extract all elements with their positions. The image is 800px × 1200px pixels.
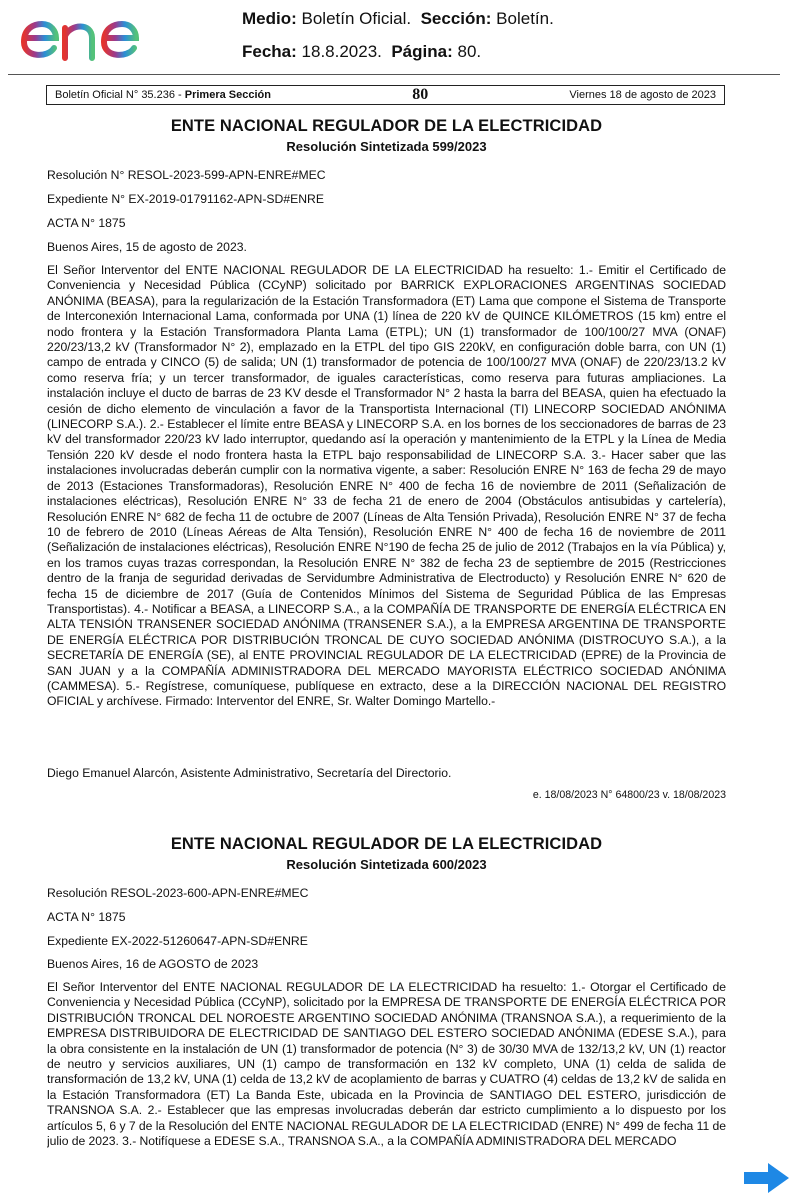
resolucion-599-date: Buenos Aires, 15 de agosto de 2023. — [47, 240, 247, 254]
pagina-label: Página: — [391, 42, 453, 61]
resolucion-599-signature: Diego Emanuel Alarcón, Asistente Administrativo, Secretaría del Directorio. — [47, 766, 452, 780]
boletin-page-number: 80 — [412, 86, 429, 103]
resolucion-599-subtitle: Resolución Sintetizada 599/2023 — [286, 139, 487, 154]
resolucion-599 — [47, 117, 726, 154]
boletin-number: Boletín Oficial N° 35.236 — [55, 89, 175, 101]
seccion-label: Sección: — [420, 9, 492, 28]
resolucion-600 — [47, 835, 726, 872]
enel-logo — [18, 4, 180, 66]
resolucion-600-date: Buenos Aires, 16 de AGOSTO de 2023 — [47, 957, 259, 971]
resolucion-600-body: El Señor Interventor del ENTE NACIONAL REGULADOR DE LA ELECTRICIDAD ha resuelto: 1.- Otorgar el Certificado de Conveniencia y Necesidad Pública (CCyNP), solicitado por la EMPRESA DE TRANSPORTE DE ENERGÍA ELÉCTRICA POR DISTRIBUCIÓN TRONCAL DEL NOROESTE ARGENTINO SOCIEDAD ANÓNIMA (TRANSNOA S.A.), a requerimiento de la EMPRESA DISTRIBUIDORA DE ELECTRICIDAD DE SANTIAGO DEL ESTERO SOCIEDAD ANÓNIMA (EDESE S.A.), para la obra consistente en la instalación de UN (1) transformador de potencia (N° 3) de 30/30 MVA de 132/13,2 kV, UN (1) reactor de neutro y servicios auxiliares, UN (1) campo de transformación en 132 kV completo, UNA (1) celda de salida de transformación de 13,2 kV, UNA (1) celda de 13,2 kV de acoplamiento de barras y CUATRO (4) celdas de 13,2 kV de salida en la Estación Transformadora (ET) La Banda Este, ubicada en la Provincia de SANTIAGO DEL ESTERO, jurisdicción de TRANSNOA S.A. 2.- Establecer que las empresas involucradas deberán dar estricto cumplimiento a lo dispuesto por los artículos 5, 6 y 7 de la Resolución del ENTE NACIONAL REGULADOR DE LA ELECTRICIDAD (ENRE) N° 499 de fecha 11 de julio de 2023. 3.- Notifíquese a EDESE S.A., TRANSNOA S.A., a la COMPAÑÍA ADMINISTRADORA DEL MERCADO — [47, 980, 726, 1149]
fecha-label: Fecha: — [242, 42, 297, 61]
resolucion-599-body: El Señor Interventor del ENTE NACIONAL REGULADOR DE LA ELECTRICIDAD ha resuelto: 1.- Emitir el Certificado de Conveniencia y Necesidad Pública (CCyNP) solicitado por BARRICK EXPLORACIONES ARGENTINAS SOCIEDAD ANÓNIMA (BEASA), para la regularización de la Estación Transformadora (ET) Lama que compone el Sistema de Transporte de Interconexión Internacional Lama, conformada por UNA (1) línea de 220 kV de QUINCE KILÓMETROS (15 km) entre el nodo frontera y la Estación Transformadora Planta Lama (ETPL); UN (1) transformador de 100/100/27 MVA (ONAF) 220/23/13,2 kV (Transformador N° 2), emplazado en la ETPL del tipo GIS 220kV, en configuración doble barra, con UN (1) campo de entrada y CINCO (5) de salida; UN (1) transformador de potencia de 100/100/27 MVA (ONAF) de 220/23/13.2 kV como reserva fría; y un tercer transformador, de iguales características, como reserva para futuras ampliaciones. La instalación incluye el ducto de barras de 23 KV desde el Transformador N° 2 hasta la barra del BEASA, quien ha efectuado la cesión de dicho elemento de vinculación a favor de la Transportista Internacional (TI) LINECORP SOCIEDAD ANÓNIMA (LINECORP S.A.). 2.- Establecer el límite entre BEASA y LINECORP S.A. en los bornes de los seccionadores de barras de 23 kV del transformador 220/23 kV lado interruptor, quedando así la operación y mantenimiento de la ETPL y la Línea de Media Tensión 220 kV desde el nodo frontera hasta la ETPL bajo responsabilidad de LINECORP S.A. 3.- Hacer saber que las instalaciones involucradas deberán cumplir con la normativa vigente, a saber: Resolución ENRE N° 163 de fecha 29 de mayo de 2013 (Estaciones Transformadoras), Resolución ENRE N° 400 de fecha 16 de noviembre de 2011 (Señalización de instalaciones eléctricas), Resolución ENRE N° 33 de fecha 21 de enero de 2004 (Obstáculos antisubidas y cartelería), Resolución ENRE N° 682 de fecha 11 de octubre de 2007 (Líneas de Alta Tensión Privada), Resolución ENRE N° 37 de fecha 10 de febrero de 2010 (Líneas Aéreas de Alta Tensión), Resolución ENRE N° 400 de fecha 16 de noviembre de 2011 (Señalización de instalaciones eléctricas), Resolución ENRE N°190 de fecha 25 de julio de 2012 (Trabajos en la vía Pública) y, en los tramos cuyas trazas correspondan, la Resolución ENRE N° 382 de fecha 23 de septiembre de 2015 (Restricciones dentro de la franja de seguridad derivadas de Servidumbre Administrativa de Electroducto) y Resolución ENRE N° 620 de fecha 15 de diciembre de 2017 (Guía de Contenidos Mínimos del Sistema de Seguridad Pública de las Empresas Transportistas). 4.- Notificar a BEASA, a LINECORP S.A., a la COMPAÑÍA DE TRANSPORTE DE ENERGÍA ELÉCTRICA EN ALTA TENSIÓN TRANSENER SOCIEDAD ANÓNIMA (TRANSENER S.A.), a la EMPRESA ARGENTINA DE TRANSPORTE DE ENERGÍA ELÉCTRICA POR DISTRIBUCIÓN TRONCAL DE CUYO SOCIEDAD ANÓNIMA (DISTROCUYO S.A.), a la SECRETARÍA DE ENERGÍA (SE), al ENTE PROVINCIAL REGULADOR DE LA ELECTRICIDAD (EPRE) de la Provincia de SAN JUAN y a la COMPAÑÍA ADMINISTRADORA DEL MERCADO MAYORISTA ELÉCTRICO SOCIEDAD ANÓNIMA (CAMMESA). 5.- Regístrese, comuníquese, publíquese en extracto, dese a la DIRECCIÓN NACIONAL DEL REGISTRO OFICIAL y archívese. Firmado: Interventor del ENRE, Sr. Walter Domingo Martello.- — [47, 263, 726, 709]
boletin-header-bar — [46, 85, 725, 105]
boletin-number-section: Boletín Oficial N° 35.236 - Primera Sección — [55, 89, 271, 101]
resolucion-600-acta: ACTA N° 1875 — [47, 910, 126, 924]
meta-line-medio-seccion — [242, 9, 554, 29]
seccion-value: Boletín. — [496, 9, 554, 28]
resolucion-599-title: ENTE NACIONAL REGULADOR DE LA ELECTRICIDAD — [170, 117, 603, 135]
boletin-date: Viernes 18 de agosto de 2023 — [569, 89, 716, 101]
resolucion-599-publication-note: e. 18/08/2023 N° 64800/23 v. 18/08/2023 — [532, 789, 726, 801]
resolucion-600-number: Resolución RESOL-2023-600-APN-ENRE#MEC — [47, 886, 309, 900]
resolucion-599-acta: ACTA N° 1875 — [47, 216, 126, 230]
medio-label: Medio: — [242, 9, 297, 28]
header-divider — [8, 74, 780, 75]
resolucion-600-expediente: Expediente EX-2022-51260647-APN-SD#ENRE — [47, 934, 308, 948]
fecha-value: 18.8.2023. — [301, 42, 382, 61]
resolucion-599-expediente: Expediente N° EX-2019-01791162-APN-SD#ENRE — [47, 192, 324, 206]
resolucion-600-title: ENTE NACIONAL REGULADOR DE LA ELECTRICIDAD — [170, 835, 603, 853]
pagina-value: 80. — [457, 42, 482, 61]
boletin-section: Primera Sección — [184, 89, 271, 101]
resolucion-599-number: Resolución N° RESOL-2023-599-APN-ENRE#MEC — [47, 168, 326, 182]
resolucion-600-subtitle: Resolución Sintetizada 600/2023 — [286, 857, 487, 872]
medio-value: Boletín Oficial. — [301, 9, 412, 28]
meta-line-fecha-pagina — [242, 42, 481, 62]
arrow-right-icon[interactable] — [742, 1160, 792, 1196]
